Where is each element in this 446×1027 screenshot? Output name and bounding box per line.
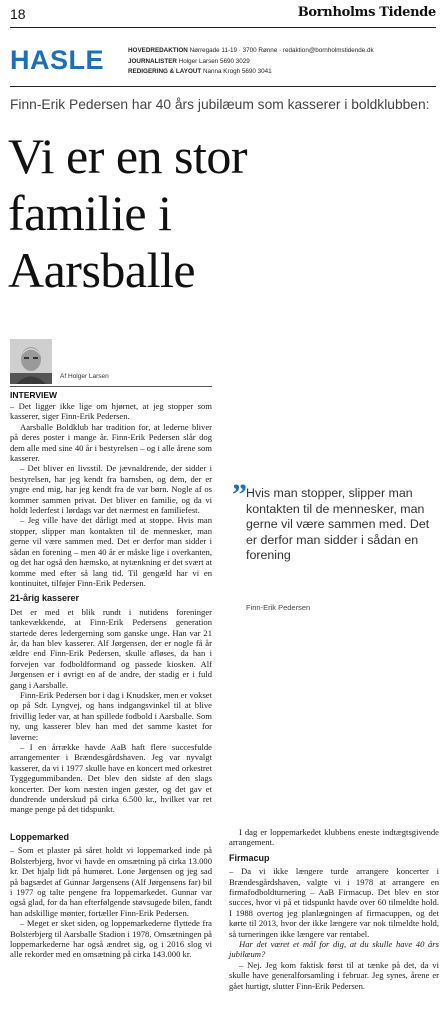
pull-quote: Hvis man stopper, slipper man kontakten til de mennesker, man gerne vil være sammen med. Det er derfor man sidder i sådan en forening [246, 486, 430, 563]
paragraph: – Jeg ville have det dårligt med at stoppe. Hvis man stopper, slipper man kontakten til de mennesker, man gerne vil være sammen med. Det er derfor man sidder i sådan en forening – men 40 år er måske lige i overkanten, og det har også den hæmsko, at nytænkning er det svært at komme med efter så lang tid. Til gengæld har vi en kontinuitet, tilføjer Finn-Erik Pedersen. [10, 515, 212, 588]
newspaper-logo: Bornholms Tidende [297, 5, 436, 20]
paragraph: – Da vi ikke længere turde arrangere koncerter i Brændesgårdshaven, valgte vi i 1978 at arrangere en firmafodboldturnering – AaB Firmacup. Det blev en stor succes, hvor vi på et tidspunkt havde over 60 tilmeldte hold. I 1988 overtog jeg planlægningen af firmacuppen, og det kørte til 2013, hvor der ikke længere var nok tilmeldte hold, så turneringen ikke længere var rentabel. [229, 866, 439, 939]
paragraph: – Det bliver en livsstil. De jævnaldrende, der sidder i bestyrelsen, har jeg kendt fra barnsben, og dem, der er yngre end mig, har jeg kendt fra de var børn. Nogle af os kommer sammen privat. Det bliver en familie, og da vi holdt lederfest i lørdags var det nærmest en familiefest. [10, 463, 212, 516]
section-rule [10, 86, 436, 87]
interview-label: INTERVIEW [10, 390, 58, 400]
kicker: Finn-Erik Pedersen har 40 års jubilæum som kasserer i boldklubben: [10, 97, 430, 112]
paragraph: – Nej. Jeg kom faktisk først til at tænke på det, da vi skulle have generalforsamling i februar. Jeg synes, årene er gået hurtigt, slutter Finn-Erik Pedersen. [229, 959, 439, 991]
paragraph: Finn-Erik Pedersen bor i dag i Knudsker, men er vokset op på Sdr. Lyngvej, og hans indgangsvinkel til at blive frivillig leder var, at han spillede fodbold i Aarsballe. Som ny, ung kasserer blev han med det samme kastet for løverne: [10, 689, 212, 742]
subheading: Loppemarked [10, 832, 70, 842]
section-title: HASLE [10, 45, 105, 75]
subheading: Firmacup [229, 852, 270, 863]
header-rule [10, 27, 436, 28]
paragraph: – Som et plaster på såret holdt vi loppemarked inde på Bolsterbjerg, hvor vi havde en omsætning på cirka 13.000 kr. Det hjalp lidt på humøret. Lone Jørgensen og jeg sad på bagsædet af Gunnar Jørgensens (Alf Jørgensens far) bil i 1977 og talte pengene fra loppemarkedet. Gunnar var også glad, for da han efterfølgende støvsugede bilen, fandt han adskillige mønter, fortæller Finn-Erik Pedersen. [10, 845, 212, 918]
paragraph: – Meget er sket siden, og loppemarkederne flyttede fra Bolsterbjerg til Aarsballe Stadion i 1978. Omsætningen på loppemarkederne har også ændret sig, og i 2016 slog vi alle rekorder med en omsætning på cirka 143.000 kr. [10, 918, 212, 960]
headline [8, 128, 438, 299]
staff-label: HOVEDREDAKTION [128, 47, 188, 54]
subheading: 21-årig kasserer [10, 593, 80, 604]
staff-box [128, 46, 440, 78]
article-column-2 [229, 827, 439, 991]
paragraph: Det er med et blik rundt i nutidens foreninger tankevækkende, at Finn-Erik Pedersens generation startede deres ledergerning som ganske unge. Han var 21 år, da han blev kasserer. Alf Jørgensen, der er nogle få år ældre end Finn-Erik Pedersen, skulle afløses, da han i forvejen var fodboldformand og passede kiosken. Alf Jørgensen er i øvrigt en af de andre, der stadig er i fuld gang i Aarsballe. [10, 606, 212, 690]
paragraph: – Det ligger ikke lige om hjørnet, at jeg stopper som kasserer, siger Finn-Erik Pedersen. [10, 401, 212, 422]
quote-mark-icon: ” [232, 478, 247, 511]
headline-line: Aarsballe [8, 242, 196, 298]
staff-label: REDIGERING & LAYOUT [128, 68, 202, 75]
headline-line: Vi er en stor [8, 128, 248, 184]
paragraph: – I en årrække havde AaB haft flere succesfulde arrangementer i Brændesgårdshaven. Jeg var nyvalgt kasserer, da vi i 1977 skulle have en koncert med orkestret Tyggegummibanden. Det blev den sidste af den slags koncerter. Der kom næsten ingen gæster, og det gav et dundrende underskud på cirka 6.500 kr., hvilket var ret mange penge på det tidspunkt. [10, 742, 212, 815]
headline-line: familie i [8, 185, 172, 241]
paragraph: I dag er loppemarkedet klubbens eneste indtægtsgivende arrangement. [229, 827, 439, 848]
staff-text: Nørregade 11-19 · 3700 Rønne · redaktion@bornholmstidende.dk [189, 47, 374, 54]
paragraph: Aarsballe Boldklub har tradition for, at lederne bliver på deres poster i mange år. Finn-Erik Pedersen slår dog dem alle med sine 40 år i bestyrelsen – og i alle årene som kasserer. [10, 421, 212, 464]
article-column-1-lower [10, 827, 212, 960]
staff-label: JOURNALISTER [128, 57, 177, 65]
author-photo [10, 339, 52, 384]
staff-text: Holger Larsen 5690 3029 [178, 57, 250, 65]
page-number: 18 [10, 6, 26, 22]
article-column-1 [10, 401, 212, 815]
pull-quote-author: Finn-Erik Pedersen [246, 603, 311, 612]
byline: Af Holger Larsen [60, 373, 109, 380]
question: Har det været et mål for dig, at du skulle have 40 års jubilæum? [229, 939, 439, 960]
byline-rule [10, 386, 212, 387]
staff-text: Nanna Krogh 5690 3041 [203, 68, 272, 75]
